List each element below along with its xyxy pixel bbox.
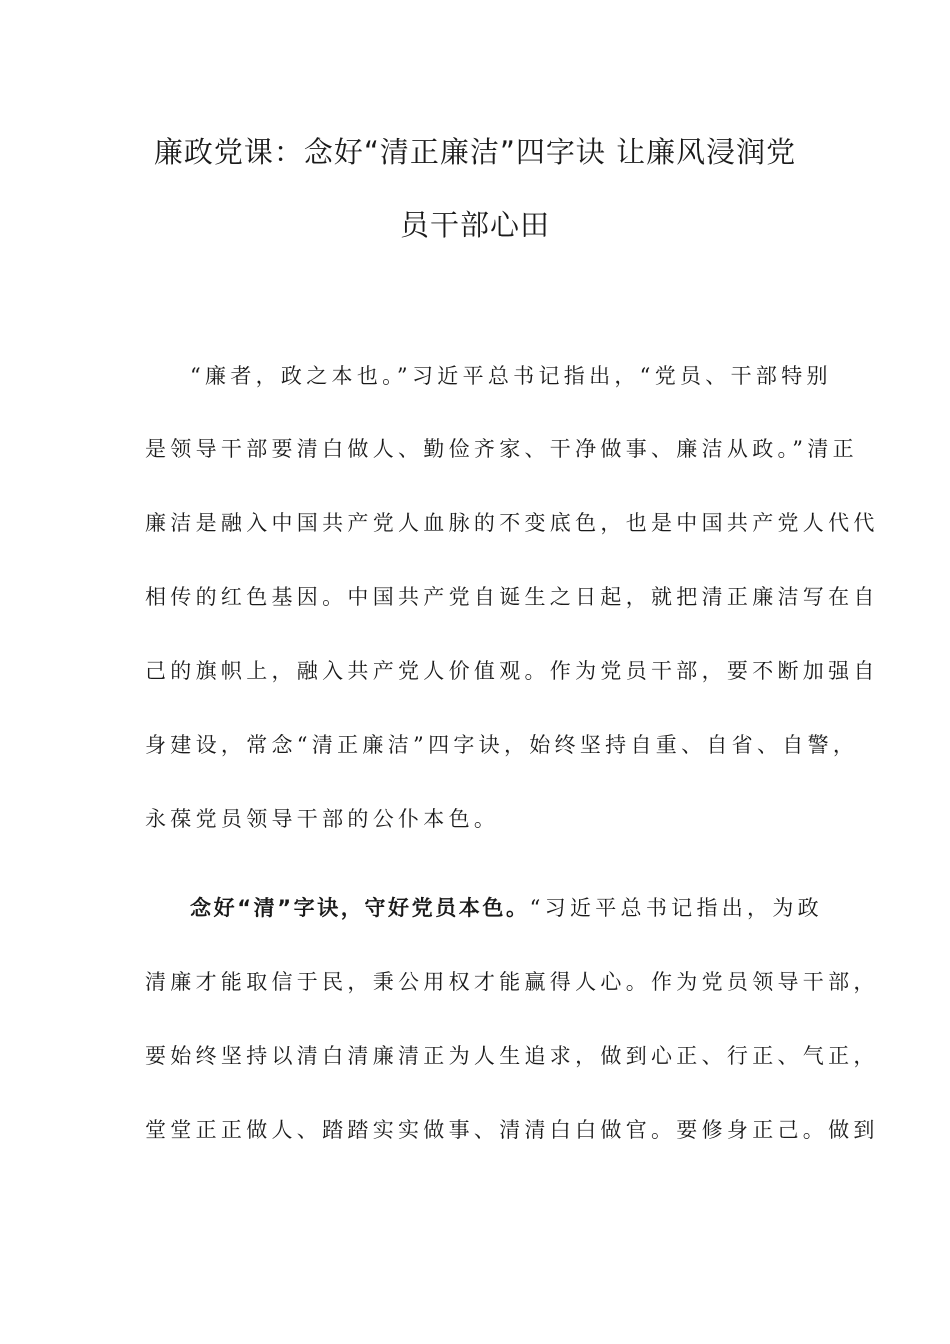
paragraph-2-line-3: 要始终坚持以清白清廉清正为人生追求，做到心正、行正、气正，	[145, 1044, 879, 1068]
paragraph-1-line-6: 身建设，常念“清正廉洁”四字诀，始终坚持自重、自省、自警，	[145, 733, 859, 757]
paragraph-1-line-3: 廉洁是融入中国共产党人血脉的不变底色，也是中国共产党人代代	[145, 511, 879, 535]
paragraph-2-line-1-text: “习近平总书记指出，为政	[529, 896, 823, 920]
document-title-line-1: 廉政党课：念好“清正廉洁”四字诀 让廉风浸润党	[153, 135, 797, 169]
paragraph-2-line-4: 堂堂正正做人、踏踏实实做事、清清白白做官。要修身正己。做到	[145, 1118, 879, 1142]
paragraph-2-line-1	[190, 893, 823, 923]
paragraph-1-line-1: “廉者，政之本也。”习近平总书记指出，“党员、干部特别	[190, 364, 832, 388]
paragraph-1-line-5: 己的旗帜上，融入共产党人价值观。作为党员干部，要不断加强自	[145, 659, 879, 683]
section-heading-qing: 念好“清”字诀，守好党员本色。	[190, 896, 530, 920]
paragraph-2-line-2: 清廉才能取信于民，秉公用权才能赢得人心。作为党员领导干部，	[145, 970, 879, 994]
document-title-line-2: 员干部心田	[399, 208, 550, 242]
paragraph-1-line-4: 相传的红色基因。中国共产党自诞生之日起，就把清正廉洁写在自	[145, 585, 879, 609]
paragraph-1-line-7: 永葆党员领导干部的公仆本色。	[145, 807, 500, 831]
paragraph-1-line-2: 是领导干部要清白做人、勤俭齐家、干净做事、廉洁从政。”清正	[145, 437, 858, 461]
